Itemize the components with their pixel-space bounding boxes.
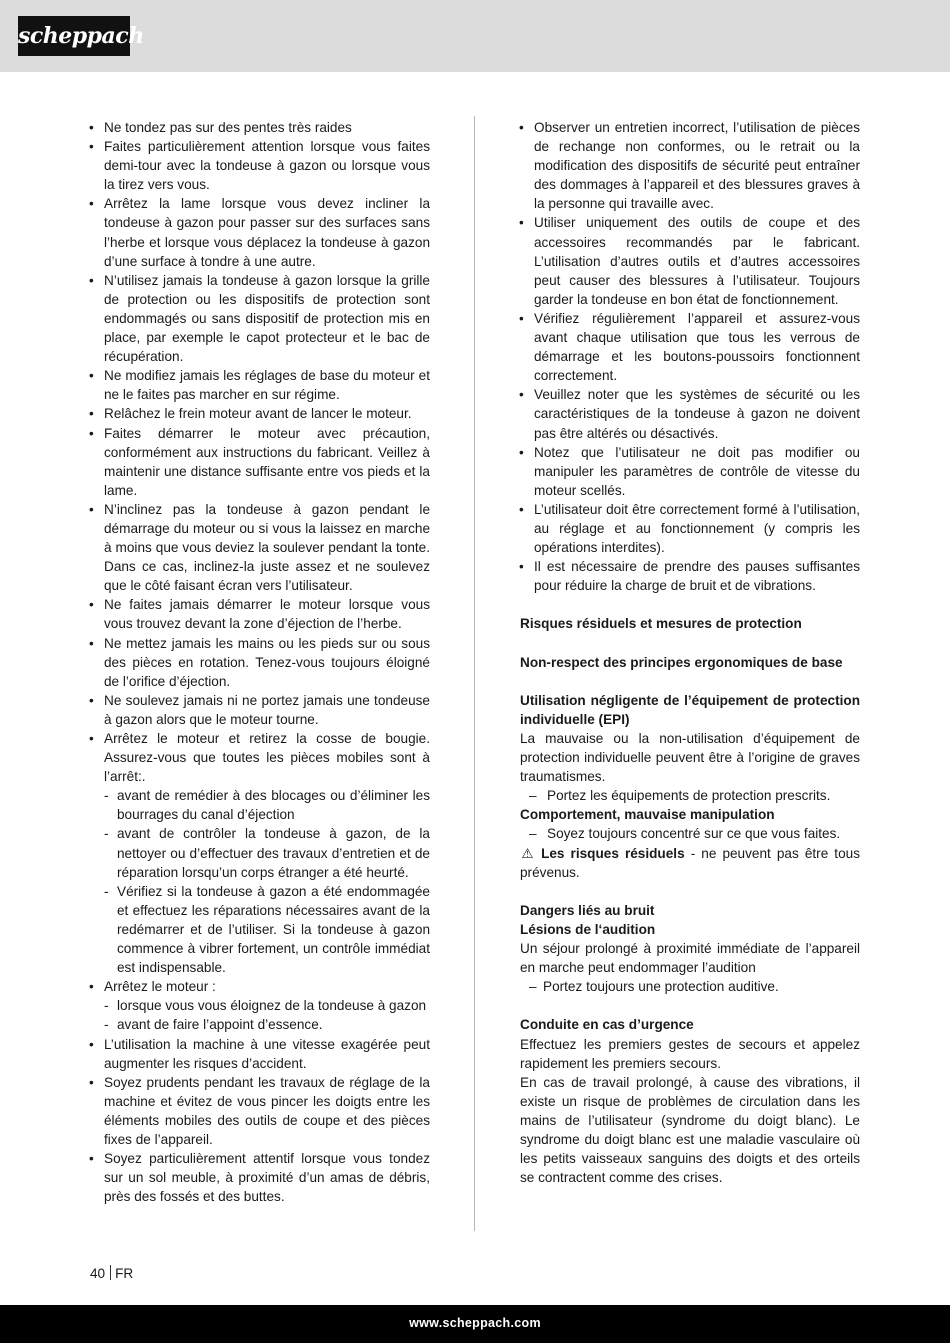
right-column: [513, 118, 860, 1187]
section-heading: Lésions de l‘audition: [520, 921, 656, 937]
stop-engine-sublist: [84, 786, 430, 977]
page-number-value: 40: [90, 1266, 106, 1281]
section-heading: Conduite en cas d’urgence: [520, 1017, 694, 1033]
list-item-text: Arrêtez le moteur et retirez la cosse de bougie. Assurez-vous que toutes les pièces mobiles sont à l’arrêt:.: [104, 731, 430, 785]
list-item: • N’utilisez jamais la tondeuse à gazon lorsque la grille de protection ou les dispositifs de protection sont endommagés ou sans dispositif de protection mis en place, par exemple le capot protecteur et le bac de récupération.: [84, 271, 430, 366]
list-item-stop-engine: [84, 729, 430, 786]
list-item: • Ne modifiez jamais les réglages de base du moteur et ne le faites pas marcher en sur régime.: [84, 366, 430, 404]
stop-engine-sublist-2: [84, 996, 430, 1034]
paragraph: La mauvaise ou la non-utilisation d’équipement de protection individuelle peuvent être à l’origine de graves traumatismes.: [520, 731, 860, 785]
list-item: • Ne soulevez jamais ni ne portez jamais une tondeuse à gazon alors que le moteur tourne.: [84, 691, 430, 729]
sub-list-item: - avant de faire l’appoint d’essence.: [84, 1015, 430, 1034]
sub-list-item: - avant de contrôler la tondeuse à gazon, de la nettoyer ou d’effectuer des travaux d’entretien et de réparation lorsqu’un corps étranger a été heurté.: [84, 824, 430, 881]
section-heading: Non-respect des principes ergonomiques de base: [520, 654, 843, 670]
list-item: • Vérifiez régulièrement l’appareil et assurez-vous avant chaque utilisation que tous les verrous de démarrage et les boutons-poussoirs fonctionnent correctement.: [513, 309, 860, 385]
residual-risk-label: Les risques résiduels: [541, 845, 685, 861]
brand-logo: scheppach: [18, 16, 130, 56]
list-item: • Relâchez le frein moteur avant de lancer le moteur.: [84, 404, 430, 423]
sub-list-item: - lorsque vous vous éloignez de la tondeuse à gazon: [84, 996, 430, 1015]
section-heading: Dangers liés au bruit: [520, 902, 655, 918]
dash-item: – Portez les équipements de protection prescrits.: [520, 786, 860, 805]
residual-risk-note: [520, 844, 860, 882]
list-item: • Faites particulièrement attention lorsque vous faites demi-tour avec la tondeuse à gazon ou lorsque vous la tirez vers vous.: [84, 137, 430, 194]
section-heading: Utilisation négligente de l’équipement de protection individuelle (EPI): [520, 692, 860, 727]
list-item: • Soyez particulièrement attentif lorsque vous tondez sur un sol meuble, à proximité d’un amas de débris, près des fossés et des buttes.: [84, 1149, 430, 1206]
paragraph: En cas de travail prolongé, à cause des vibrations, il existe un risque de problèmes de circulation dans les mains de l’utilisateur (syndrome du doigt blanc). Le syndrome du doigt blanc est une maladie vasculaire où les petits vaisseaux sanguins des doigts et des orteils se contractent comme des crises.: [520, 1074, 860, 1186]
warning-icon: ⚠: [521, 845, 534, 861]
dash-item: – Soyez toujours concentré sur ce que vous faites.: [520, 824, 860, 843]
sub-list-item: - avant de remédier à des blocages ou d’éliminer les bourrages du canal d’éjection: [84, 786, 430, 824]
sub-list-item: - Vérifiez si la tondeuse à gazon a été endommagée et effectuez les réparations nécessaires avant de la redémarrer et de l’utiliser. Si la tondeuse à gazon commence à vibrer fortement, un contrôle immédiat est indispensable.: [84, 882, 430, 977]
safety-list-end: [84, 1035, 430, 1207]
list-item: • Il est nécessaire de prendre des pauses suffisantes pour réduire la charge de bruit et de vibrations.: [513, 557, 860, 595]
list-item: • L’utilisateur doit être correctement formé à l’utilisation, au réglage et au fonctionnement (y compris les opérations interdites).: [513, 500, 860, 557]
page-number: [90, 1264, 133, 1283]
list-item: • Observer un entretien incorrect, l’utilisation de pièces de rechange non conformes, ou le retrait ou la modification des dispositifs de sécurité peut entraîner des dommages à l’appareil et des blessures graves à la personne qui travaille avec.: [513, 118, 860, 213]
list-item: • Ne tondez pas sur des pentes très raides: [84, 118, 430, 137]
page-language: FR: [115, 1266, 134, 1281]
footer-bar: [0, 1305, 950, 1343]
header-bar: [0, 0, 950, 72]
section-heading: Risques résiduels et mesures de protection: [520, 616, 802, 632]
safety-list-right: [513, 118, 860, 595]
safety-list-continued: [84, 977, 430, 996]
list-item: • Ne faites jamais démarrer le moteur lorsque vous vous trouvez devant la zone d’éjection de l’herbe.: [84, 595, 430, 633]
page-separator: [110, 1265, 111, 1280]
website-link[interactable]: www.scheppach.com: [409, 1316, 541, 1330]
paragraph: Effectuez les premiers gestes de secours et appelez rapidement les premiers secours.: [520, 1036, 860, 1071]
list-item: • L’utilisation la machine à une vitesse exagérée peut augmenter les risques d’accident.: [84, 1035, 430, 1073]
residual-risks-section: [513, 595, 860, 1187]
column-divider: [474, 116, 475, 1231]
list-item: • Ne mettez jamais les mains ou les pieds sur ou sous des pièces en rotation. Tenez-vous toujours éloigné de l’orifice d’éjection.: [84, 634, 430, 691]
list-item: • Notez que l’utilisateur ne doit pas modifier ou manipuler les paramètres de contrôle de vitesse du moteur scellés.: [513, 443, 860, 500]
list-item: • Utiliser uniquement des outils de coupe et des accessoires recommandés par le fabricant. L’utilisation d’autres outils et d’autres accessoires peut causer des blessures à l’utilisateur. Toujours garder la tondeuse en bon état de fonctionnement.: [513, 213, 860, 308]
residual-risk-text: - ne peuvent pas être tous prévenus.: [520, 845, 861, 880]
dash-item: – Portez toujours une protection auditive.: [520, 977, 860, 996]
list-item: • N’inclinez pas la tondeuse à gazon pendant le démarrage du moteur ou si vous la laissez en marche à moins que vous deviez la soulever pendant la tonte. Dans ce cas, inclinez-la juste assez et ne soulevez que le côté faisant écran vers l’utilisateur.: [84, 500, 430, 595]
list-item: • Arrêtez la lame lorsque vous devez incliner la tondeuse à gazon pour passer sur des surfaces sans l’herbe et lorsque vous déplacez la tondeuse à gazon d’une surface à tondre à une autre.: [84, 194, 430, 270]
left-column: [84, 118, 430, 1206]
list-item: • Veuillez noter que les systèmes de sécurité ou les caractéristiques de la tondeuse à gazon ne doivent pas être altérés ou désactivés.: [513, 385, 860, 442]
list-item: • Faites démarrer le moteur avec précaution, conformément aux instructions du fabricant. Veillez à maintenir une distance suffisante entre vos pieds et la lame.: [84, 424, 430, 500]
list-item: • Arrêtez le moteur :: [84, 977, 430, 996]
list-item: • Soyez prudents pendant les travaux de réglage de la machine et évitez de vous pincer les doigts entre les éléments mobiles des outils de coupe et des pièces fixes de l’appareil.: [84, 1073, 430, 1149]
section-heading: Comportement, mauvaise manipulation: [520, 807, 775, 823]
paragraph: Un séjour prolongé à proximité immédiate de l’appareil en marche peut endommager l’audition: [520, 941, 860, 976]
safety-list: [84, 118, 430, 786]
